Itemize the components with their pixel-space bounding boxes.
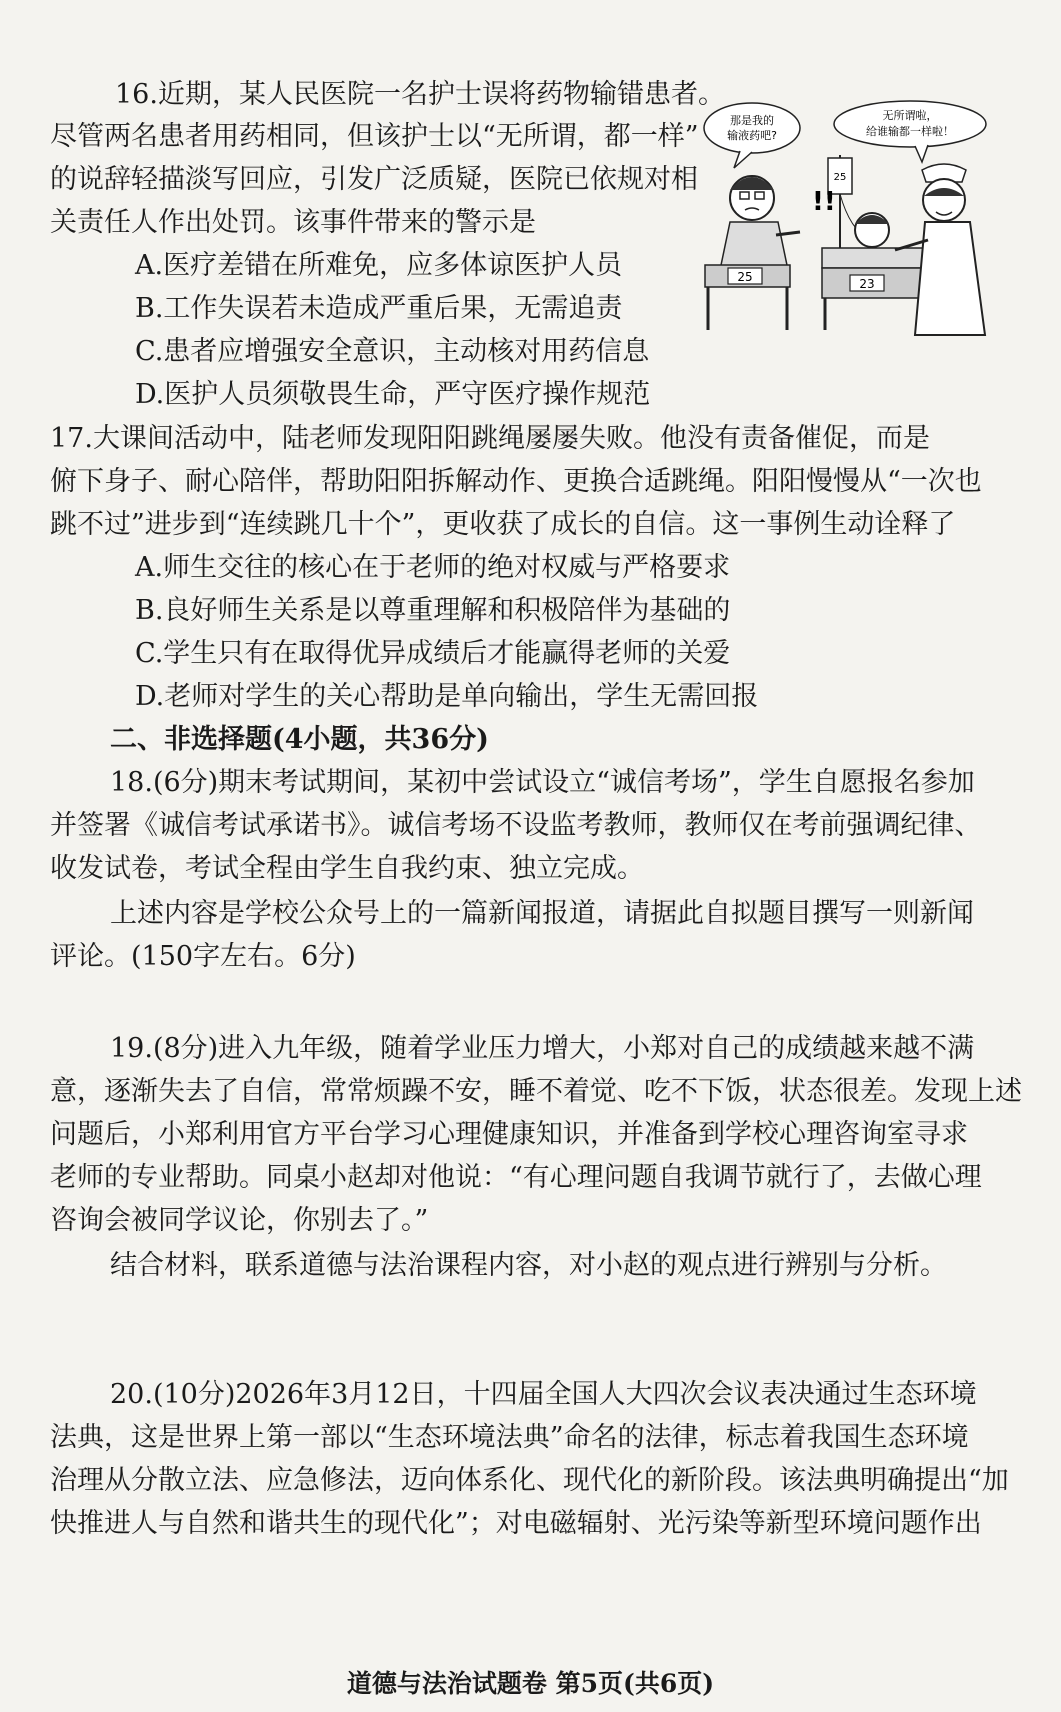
q17-option-c: C.学生只有在取得优异成绩后才能赢得老师的关爱 [135,638,731,669]
bubble-left-text-1: 那是我的 [730,114,774,127]
q19-line: 意，逐渐失去了自信，常常烦躁不安，睡不着觉、吃不下饭，状态很差。发现上述 [50,1076,1022,1107]
q17-option-a: A.师生交往的核心在于老师的绝对权威与严格要求 [135,552,731,583]
q19-line: 老师的专业帮助。同桌小赵却对他说：“有心理问题自我调节就行了，去做心理 [50,1162,982,1193]
q16-line: 关责任人作出处罚。该事件带来的警示是 [50,207,536,238]
q20-line: 快推进人与自然和谐共生的现代化”；对电磁辐射、光污染等新型环境问题作出 [50,1508,982,1539]
bubble-left-text-2: 输液药吧? [727,129,777,142]
q18-line: 收发试卷，考试全程由学生自我约束、独立完成。 [50,853,644,884]
q18-task-line: 评论。(150字左右。6分) [50,941,356,972]
q16-option-d: D.医护人员须敬畏生命，严守医疗操作规范 [135,379,651,410]
q17-line: 俯下身子、耐心陪伴，帮助阳阳拆解动作、更换合适跳绳。阳阳慢慢从“一次也 [50,466,982,497]
q19-line: 问题后，小郑利用官方平台学习心理健康知识，并准备到学校心理咨询室寻求 [50,1119,968,1150]
q18-line: 18.(6分)期末考试期间，某初中尝试设立“诚信考场”，学生自愿报名参加 [110,767,975,798]
q17-line: 跳不过”进步到“连续跳几十个”，更收获了成长的自信。这一事例生动诠释了 [50,509,956,540]
q18-line: 并签署《诚信考试承诺书》。诚信考场不设监考教师，教师仅在考前强调纪律、 [50,810,982,841]
bubble-right-text-2: 给谁输都一样啦！ [866,125,954,138]
q17-option-b: B.良好师生关系是以尊重理解和积极陪伴为基础的 [135,595,731,626]
q16-option-b: B.工作失误若未造成严重后果，无需追责 [135,293,623,324]
hospital-cartoon-illustration [700,100,995,350]
bed-left-number: 25 [737,270,753,284]
q19-line: 19.(8分)进入九年级，随着学业压力增大，小郑对自己的成绩越来越不满 [110,1033,975,1064]
speech-bubble-left [704,103,800,153]
bubble-right-text-1: 无所谓啦， [882,109,938,122]
q20-line: 20.(10分)2026年3月12日，十四届全国人大四次会议表决通过生态环境 [110,1379,977,1410]
q18-task-line: 上述内容是学校公众号上的一篇新闻报道，请据此自拟题目撰写一则新闻 [110,898,974,929]
q16-line: 的说辞轻描淡写回应，引发广泛质疑，医院已依规对相 [50,164,698,195]
bed-right-number: 23 [859,277,875,291]
iv-bottle-number: 25 [833,172,847,183]
q20-line: 法典，这是世界上第一部以“生态环境法典”命名的法律，标志着我国生态环境 [50,1422,969,1453]
section-heading: 二、非选择题(4小题，共36分) [110,724,489,755]
q19-line: 咨询会被同学议论，你别去了。” [50,1205,429,1236]
q17-option-d: D.老师对学生的关心帮助是单向输出，学生无需回报 [135,681,759,712]
q17-line: 17.大课间活动中，陆老师发现阳阳跳绳屡屡失败。他没有责备催促，而是 [50,423,930,454]
q16-option-a: A.医疗差错在所难免，应多体谅医护人员 [135,250,623,281]
page-footer: 道德与法治试题卷 第5页(共6页) [346,1669,715,1698]
q16-line: 16.近期，某人民医院一名护士误将药物输错患者。 [115,79,725,110]
q19-task-line: 结合材料，联系道德与法治课程内容，对小赵的观点进行辨别与分析。 [110,1250,947,1281]
svg-text:!!: !! [812,187,836,217]
q16-option-c: C.患者应增强安全意识，主动核对用药信息 [135,336,650,367]
q20-line: 治理从分散立法、应急修法，迈向体系化、现代化的新阶段。该法典明确提出“加 [50,1465,1009,1496]
speech-bubble-right [834,101,986,147]
q16-line: 尽管两名患者用药相同，但该护士以“无所谓，都一样” [50,121,699,152]
